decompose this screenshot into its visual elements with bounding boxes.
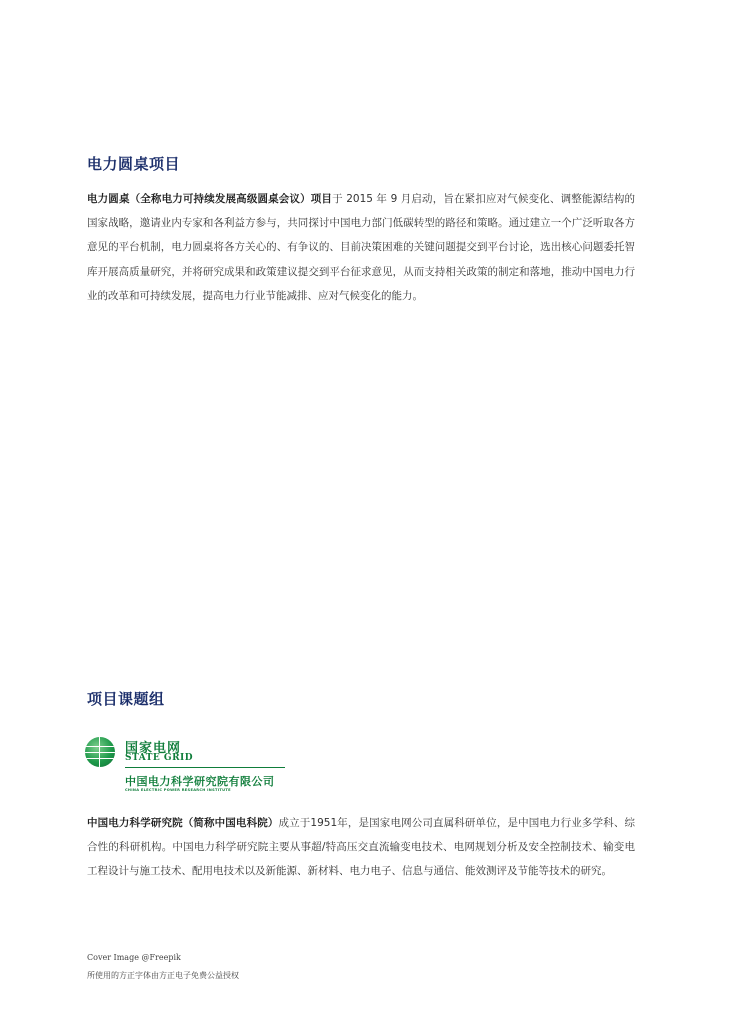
logo-divider — [125, 767, 285, 768]
team-lead: 中国电力科学研究院（简称中国电科院） — [87, 817, 279, 829]
team-title: 项目课题组 — [87, 690, 165, 708]
logo-name-cn: 国家电网 — [125, 741, 182, 756]
logo-institute-cn: 中国电力科学研究院有限公司 — [125, 775, 275, 788]
roundtable-body: 于 2015 年 9 月启动，旨在紧扣应对气候变化、调整能源结构的国家战略，邀请业内专家和各利益方参与，共同探讨中国电力部门低碳转型的路径和策略。通过建立一个广泛听取各方意见的平台机制，电力圆桌将各方关心的、有争议的、目前决策困难的关键问题提交到平台讨论，选出核心问题委托智库开展高质量研究，并将研究成果和政策建议提交到平台征求意见，从而支持相关政策的制定和落地，推动中国电力行业的改革和可持续发展，提高电力行业节能减排、应对气候变化的能力。 — [87, 193, 635, 302]
roundtable-lead: 电力圆桌（全称电力可持续发展高级圆桌会议）项目 — [87, 193, 333, 205]
state-grid-logo — [85, 737, 300, 795]
logo-institute-en: CHINA ELECTRIC POWER RESEARCH INSTITUTE — [125, 788, 231, 792]
font-license: 所使用的方正字体由方正电子免费公益授权 — [87, 971, 239, 980]
team-paragraph — [87, 811, 635, 884]
cover-credit: Cover Image @Freepik — [87, 953, 181, 962]
logo-name-en: STATE GRID — [125, 753, 194, 763]
globe-icon — [85, 737, 115, 767]
roundtable-paragraph — [87, 187, 635, 308]
roundtable-title: 电力圆桌项目 — [87, 155, 181, 173]
team-body: 成立于1951年，是国家电网公司直属科研单位，是中国电力行业多学科、综合性的科研机构。中国电力科学研究院主要从事超/特高压交直流输变电技术、电网规划分析及安全控制技术、输变电工程设计与施工技术、配用电技术以及新能源、新材料、电力电子、信息与通信、能效测评及节能等技术的研究。 — [87, 817, 635, 878]
